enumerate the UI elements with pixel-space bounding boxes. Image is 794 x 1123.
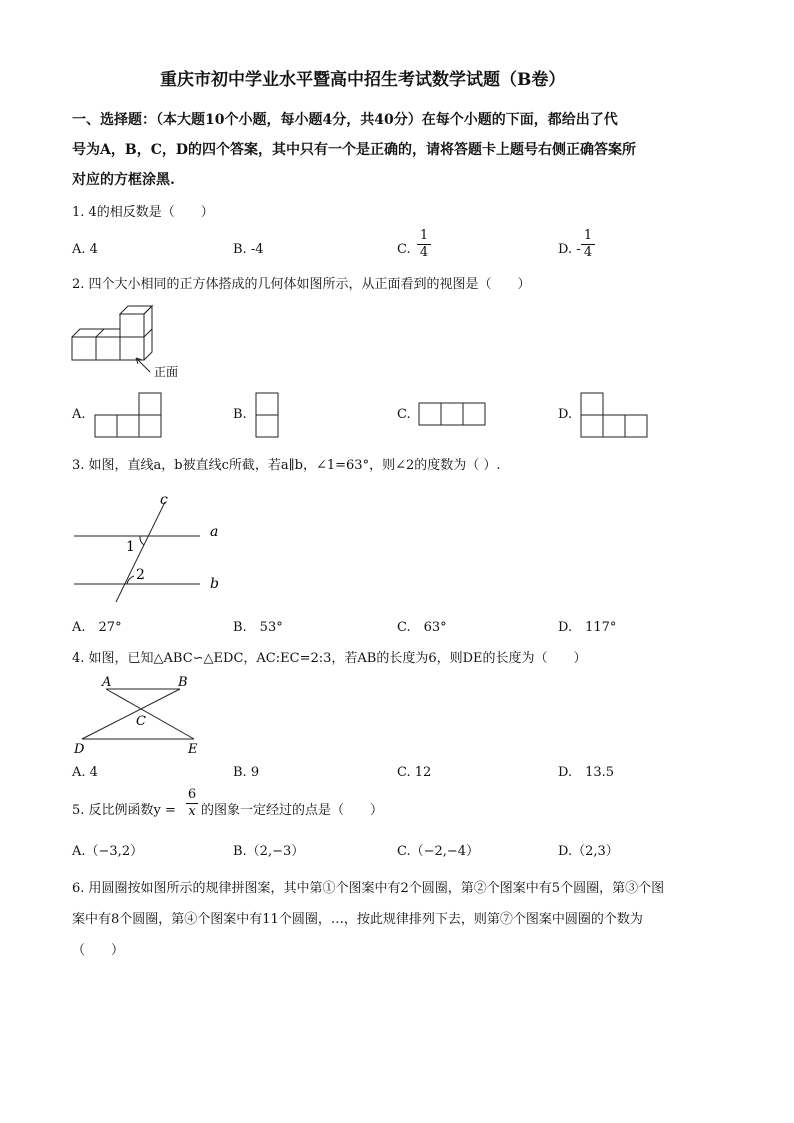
q2-stem: 2. 四个大小相同的正方体搭成的几何体如图所示，从正面看到的视图是（ ） bbox=[72, 277, 531, 292]
q5-stem-pre: 5. 反比例函数y = bbox=[72, 803, 176, 818]
q4-option-a: A. 4 bbox=[72, 765, 98, 780]
q1-stem: 1. 4的相反数是（ ） bbox=[72, 205, 214, 220]
label-E: E bbox=[188, 742, 198, 757]
section-instruction-line1: 一、选择题：（本大题10个小题，每小题4分，共40分）在每个小题的下面，都给出了代 bbox=[72, 112, 618, 128]
q1-c-numerator: 1 bbox=[419, 228, 429, 243]
q2-cube-figure bbox=[70, 300, 190, 380]
q3-parallel-lines-figure bbox=[70, 490, 240, 605]
q1-option-b: B. -4 bbox=[233, 242, 264, 257]
q1-c-denominator: 4 bbox=[419, 245, 429, 260]
q5-fraction bbox=[186, 788, 198, 819]
q5-stem-post: 的图象一定经过的点是（ ） bbox=[201, 803, 384, 818]
q5-denominator: x bbox=[188, 804, 196, 819]
q1-d-numerator: 1 bbox=[583, 228, 593, 243]
q3-option-a: A. 27° bbox=[72, 620, 122, 635]
q5-option-d: D.（2,3） bbox=[558, 844, 619, 859]
q2-option-c-label: C. bbox=[397, 407, 411, 422]
label-c: c bbox=[160, 492, 168, 508]
q2-option-d-view bbox=[580, 391, 650, 439]
q6-stem-line2: 案中有8个圆圈，第④个图案中有11个圆圈，…，按此规律排列下去，则第⑦个图案中圆圈的个数为 bbox=[72, 912, 643, 927]
label-angle-2: 2 bbox=[136, 567, 145, 583]
label-D: D bbox=[74, 742, 85, 757]
q5-option-a: A.（−3,2） bbox=[72, 844, 144, 859]
q1-option-c-label: C. bbox=[397, 242, 411, 257]
q5-option-c: C.（−2,−4） bbox=[397, 844, 480, 859]
label-C: C bbox=[136, 714, 146, 729]
q2-front-label: 正面 bbox=[154, 365, 179, 379]
q4-similar-triangles-figure bbox=[70, 673, 210, 758]
q2-option-b-label: B. bbox=[233, 407, 247, 422]
q3-option-b: B. 53° bbox=[233, 620, 283, 635]
q1-option-a: A. 4 bbox=[72, 242, 98, 257]
q1-option-d-label: D. - bbox=[558, 242, 581, 257]
q2-option-c-view bbox=[418, 401, 488, 427]
q3-stem: 3. 如图，直线a，b被直线c所截，若a∥b，∠1=63°，则∠2的度数为（ ）. bbox=[72, 458, 501, 473]
q2-option-a-view bbox=[94, 391, 164, 439]
q2-option-a-label: A. bbox=[72, 407, 86, 422]
q5-numerator: 6 bbox=[187, 787, 197, 802]
q1-d-denominator: 4 bbox=[583, 245, 593, 260]
label-B: B bbox=[178, 675, 188, 690]
q6-stem-line1: 6. 用圆圈按如图所示的规律拼图案，其中第①个图案中有2个圆圈，第②个图案中有5个圆圈，第③个图 bbox=[72, 881, 665, 896]
q1-option-d-fraction bbox=[581, 229, 595, 260]
q5-option-b: B.（2,−3） bbox=[233, 844, 305, 859]
line-c bbox=[116, 502, 165, 602]
q3-option-c: C. 63° bbox=[397, 620, 447, 635]
q2-option-b-view bbox=[255, 391, 281, 439]
q4-option-b: B. 9 bbox=[233, 765, 260, 780]
q2-option-d-label: D. bbox=[558, 407, 573, 422]
section-instruction-line3: 对应的方框涂黑. bbox=[72, 172, 175, 188]
q1-option-c-fraction bbox=[417, 229, 431, 260]
q4-option-c: C. 12 bbox=[397, 765, 432, 780]
label-b: b bbox=[210, 576, 219, 592]
page-title: 重庆市初中学业水平暨高中招生考试数学试题（B卷） bbox=[160, 70, 566, 90]
q4-stem: 4. 如图，已知△ABC∽△EDC，AC:EC=2:3，若AB的长度为6，则DE的长度为（ ） bbox=[72, 651, 587, 666]
q6-stem-line3: （ ） bbox=[72, 943, 125, 958]
q4-option-d: D. 13.5 bbox=[558, 765, 615, 780]
label-A: A bbox=[102, 675, 112, 690]
section-instruction-line2: 号为A，B，C，D的四个答案，其中只有一个是正确的，请将答题卡上题号右侧正确答案所 bbox=[72, 142, 636, 158]
label-a: a bbox=[210, 524, 219, 540]
label-angle-1: 1 bbox=[126, 539, 135, 555]
q3-option-d: D. 117° bbox=[558, 620, 617, 635]
